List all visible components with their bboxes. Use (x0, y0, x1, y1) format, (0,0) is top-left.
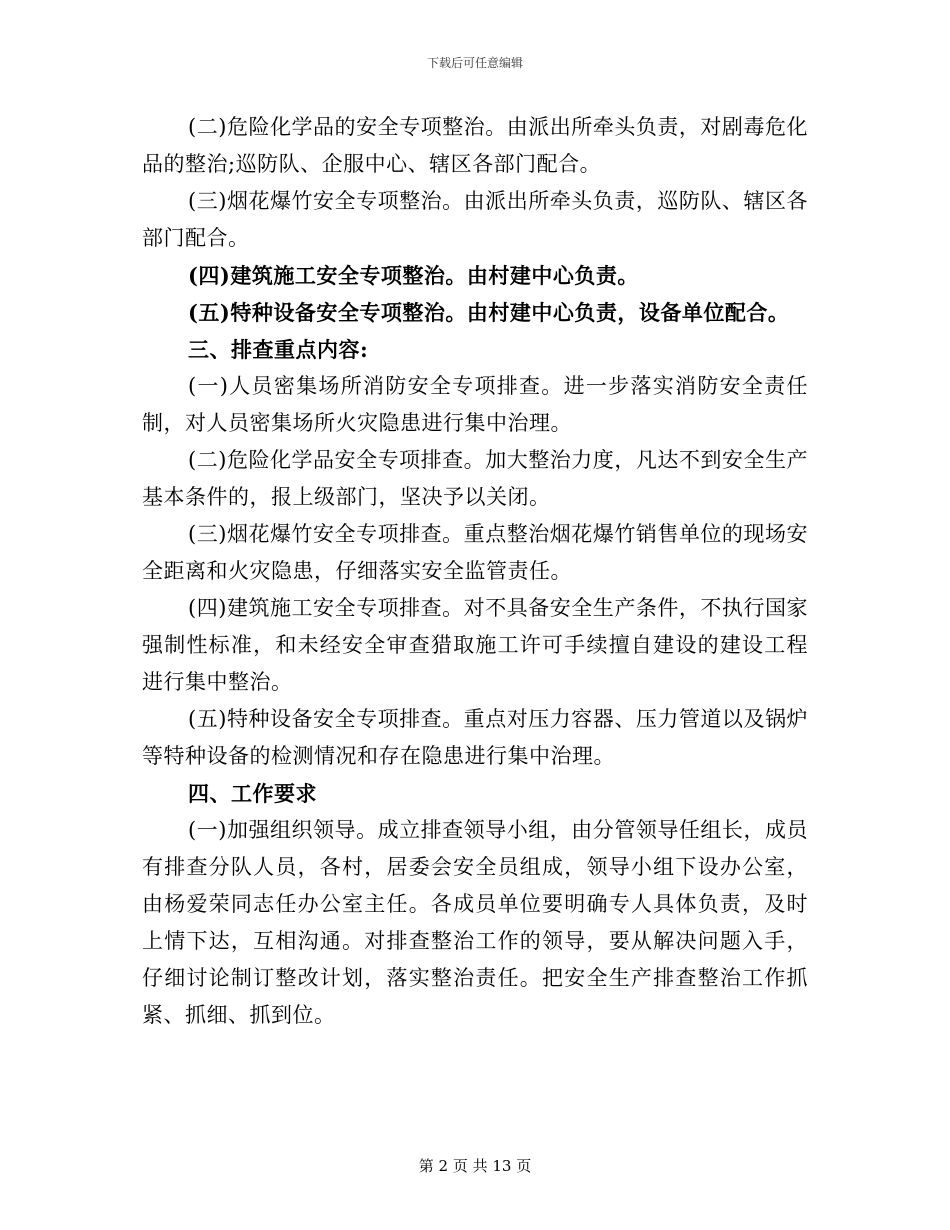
section-heading-inspection-focus: 三、排查重点内容: (188, 337, 369, 362)
paragraph-hazardous-chemicals-inspection: (二)危险化学品安全专项排查。加大整治力度，凡达不到安全生产基本条件的，报上级部门，坚决予以关闭。 (142, 448, 808, 509)
paragraph-special-equipment-rectification: (五)特种设备安全专项整治。由村建中心负责，设备单位配合。 (188, 300, 790, 325)
paragraph-special-equipment-inspection: (五)特种设备安全专项排查。重点对压力容器、压力管道以及锅炉等特种设备的检测情况和存在隐患进行集中治理。 (142, 707, 808, 768)
paragraph-fireworks-rectification: (三)烟花爆竹安全专项整治。由派出所牵头负责，巡防队、辖区各部门配合。 (142, 189, 808, 250)
page-footer: 第 2 页 共 13 页 (418, 1157, 532, 1175)
paragraph-fireworks-inspection: (三)烟花爆竹安全专项排查。重点整治烟花爆竹销售单位的现场安全距离和火灾隐患，仔细落实安全监管责任。 (142, 522, 808, 583)
page-header: 下载后可任意编辑 (426, 56, 523, 70)
document-body (142, 109, 808, 1034)
paragraph-construction-inspection: (四)建筑施工安全专项排查。对不具备安全生产条件，不执行国家强制性标准，和未经安全审查猎取施工许可手续擅自建设的建设工程进行集中整治。 (142, 596, 808, 694)
section-heading-work-requirements: 四、工作要求 (188, 781, 317, 806)
paragraph-hazardous-chemicals-rectification: (二)危险化学品的安全专项整治。由派出所牵头负责，对剧毒危化品的整治;巡防队、企服中心、辖区各部门配合。 (142, 115, 808, 176)
paragraph-crowded-places-inspection: (一)人员密集场所消防安全专项排查。进一步落实消防安全责任制，对人员密集场所火灾隐患进行集中治理。 (142, 374, 808, 435)
paragraph-construction-rectification: (四)建筑施工安全专项整治。由村建中心负责。 (188, 263, 639, 288)
paragraph-strengthen-leadership: (一)加强组织领导。成立排查领导小组，由分管领导任组长，成员有排查分队人员，各村，居委会安全员组成，领导小组下设办公室，由杨爱荣同志任办公室主任。各成员单位要明确专人具体负责，及时上情下达，互相沟通。对排查整治工作的领导，要从解决问题入手，仔细讨论制订整改计划，落实整治责任。把安全生产排查整治工作抓紧、抓细、抓到位。 (142, 818, 808, 1027)
